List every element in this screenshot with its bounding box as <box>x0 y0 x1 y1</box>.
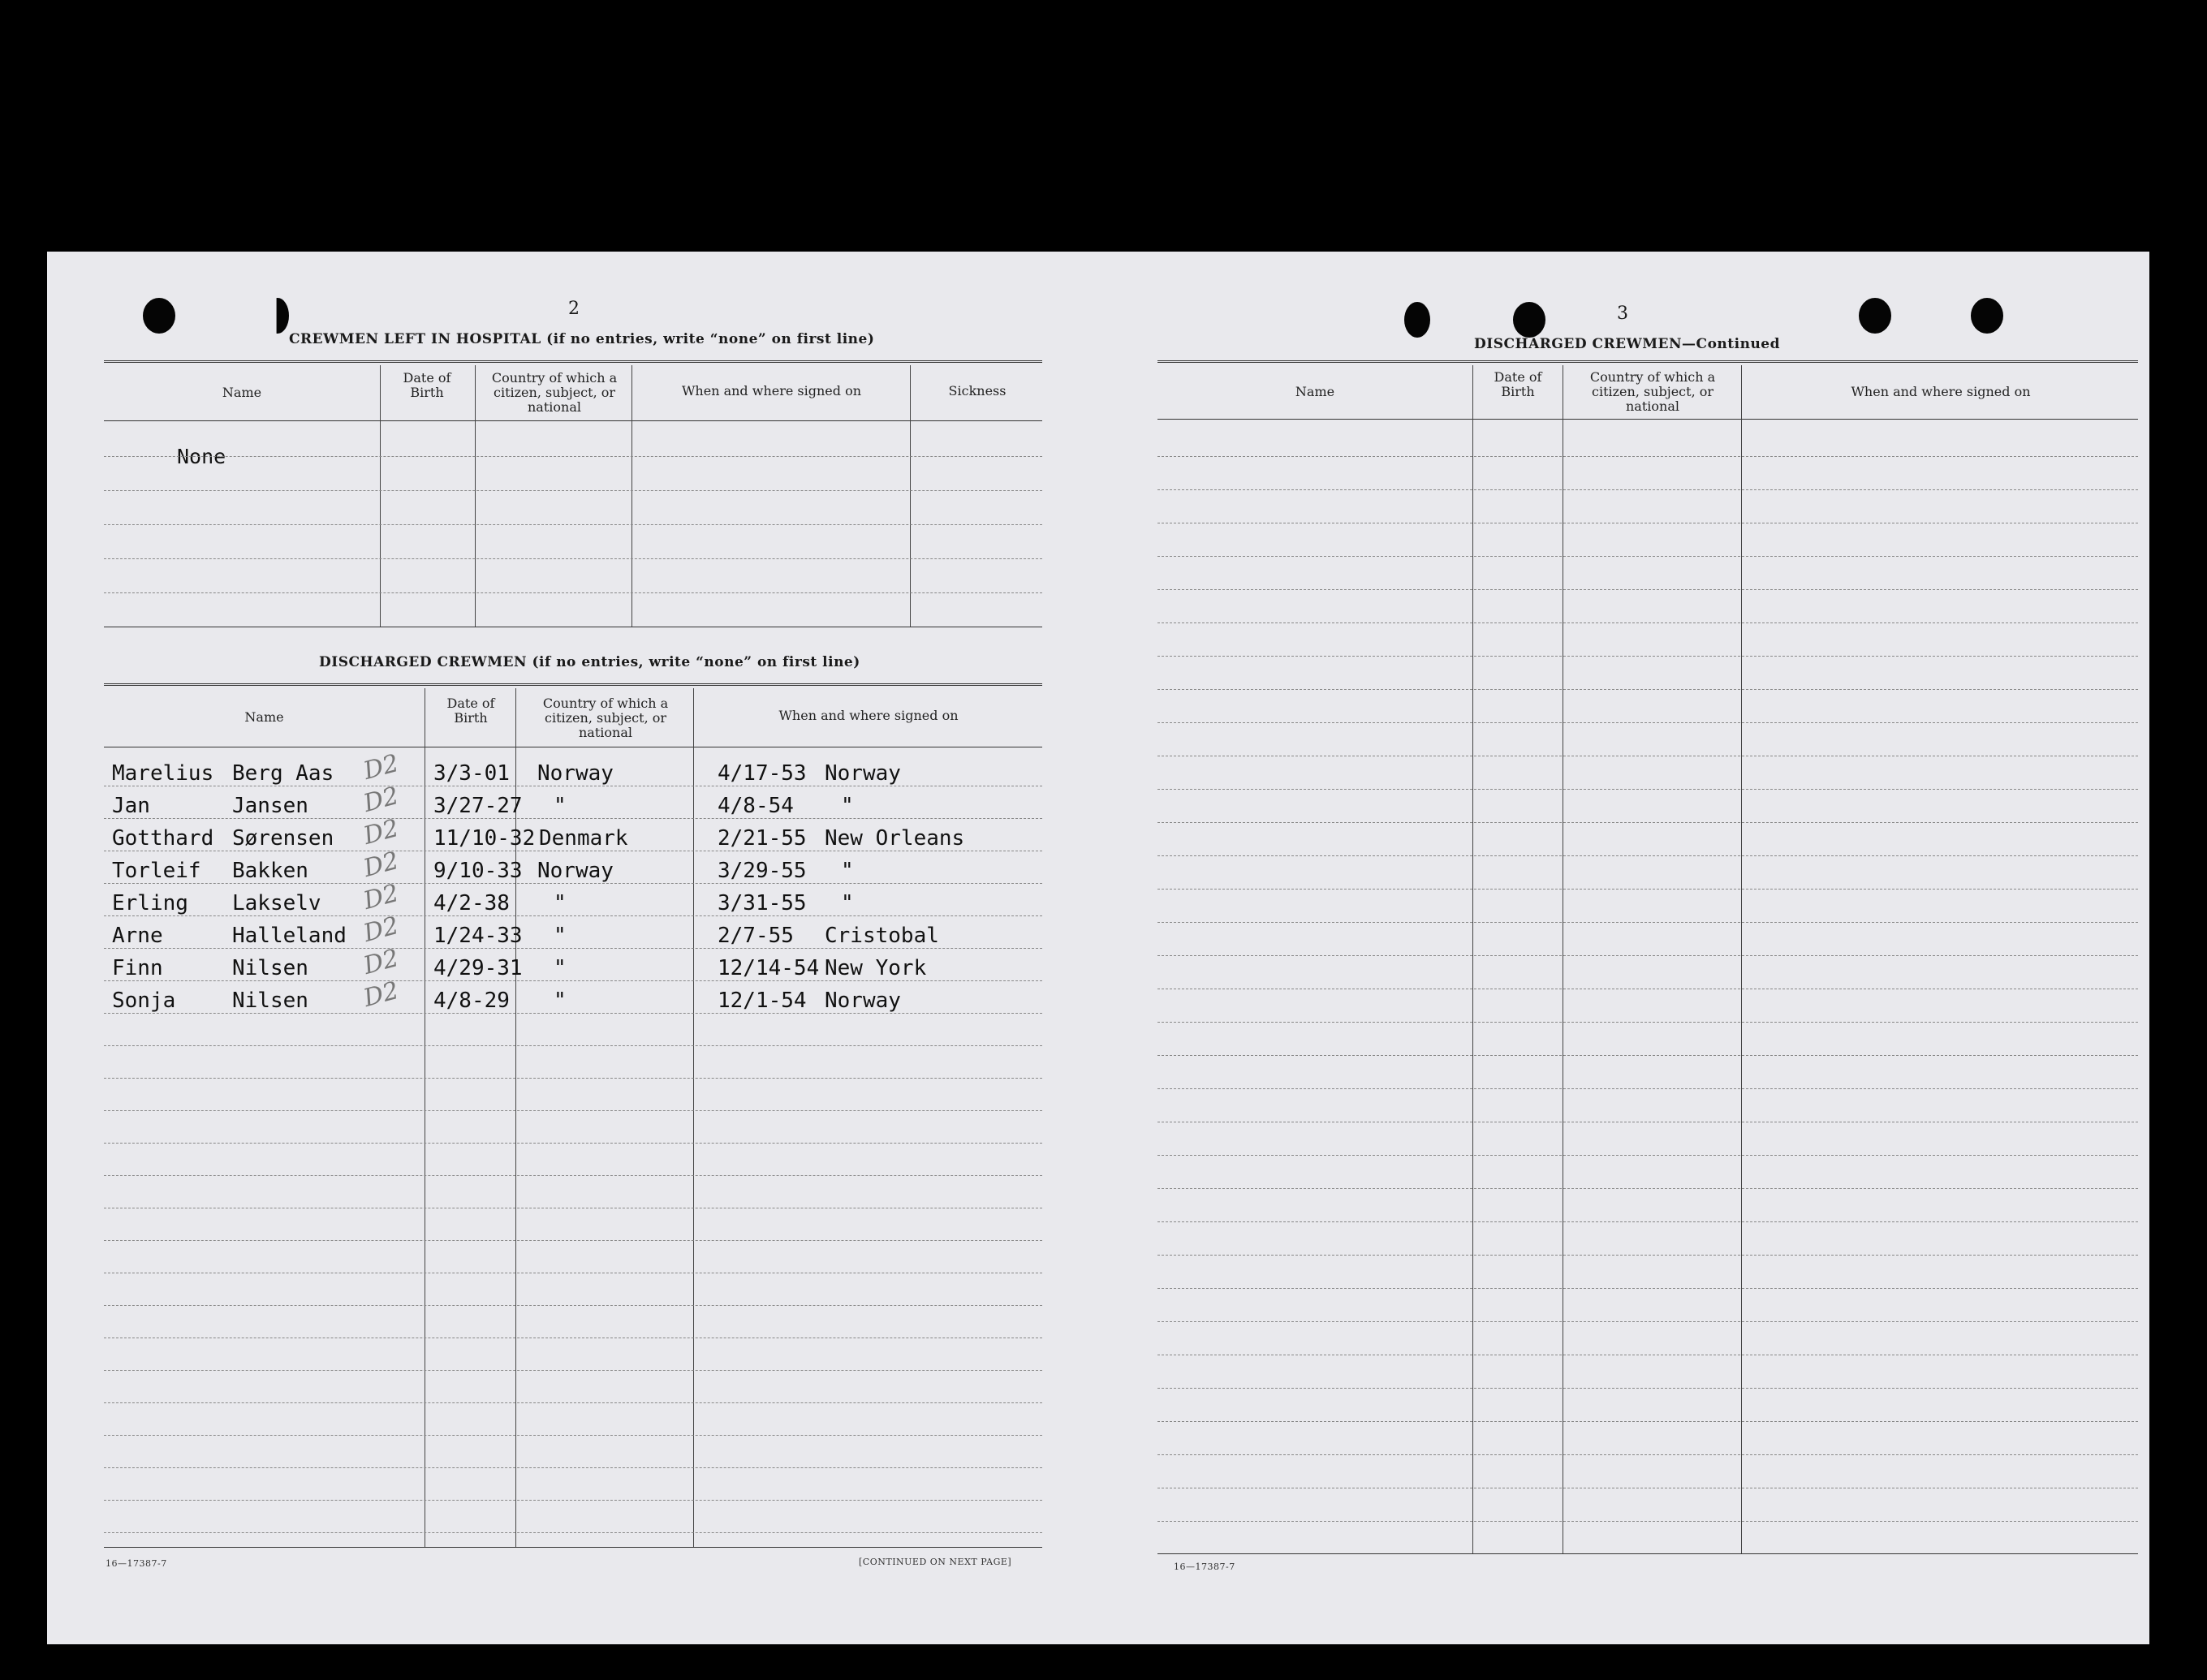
right-header-dob: Date of Birth <box>1494 369 1542 399</box>
hospital-header-name: Name <box>222 385 262 400</box>
cell-signed-date: 4/8-54 <box>718 794 794 818</box>
right-page-number: 3 <box>1617 304 1628 324</box>
cell-signed-place: Norway <box>825 989 901 1013</box>
hospital-header-country: Country of which a citizen, subject, or national <box>491 370 618 415</box>
right-header-signed: When and where signed on <box>1851 384 2031 399</box>
punch-hole-3 <box>1404 302 1430 338</box>
cell-dob: 3/3-01 <box>433 761 510 786</box>
hospital-title-note: (if no entries, write “none” on first line) <box>546 331 875 347</box>
cell-signed-place: " <box>841 794 854 818</box>
punch-hole-4 <box>1513 302 1545 338</box>
handwritten-initials: D2 <box>360 846 402 883</box>
cell-last: Lakselv <box>232 891 321 915</box>
cell-dob: 4/2-38 <box>433 891 510 915</box>
cell-country: Denmark <box>539 826 628 851</box>
cell-signed-date: 4/17-53 <box>718 761 807 786</box>
left-form-number: 16—17387-7 <box>106 1558 167 1569</box>
punch-hole-2 <box>266 298 289 334</box>
cell-last: Bakken <box>232 859 308 883</box>
right-header-country: Country of which a citizen, subject, or national <box>1589 369 1716 414</box>
cell-signed-place: Cristobal <box>825 924 939 948</box>
cell-last: Berg Aas <box>232 761 334 786</box>
cell-dob: 4/29-31 <box>433 956 523 980</box>
handwritten-initials: D2 <box>360 879 402 915</box>
right-header-name: Name <box>1295 384 1335 399</box>
cell-first: Arne <box>112 924 163 948</box>
cell-signed-date: 2/7-55 <box>718 924 794 948</box>
hospital-header-sickness: Sickness <box>948 383 1007 398</box>
cell-dob: 1/24-33 <box>433 924 523 948</box>
cell-signed-date: 3/31-55 <box>718 891 807 915</box>
continued-note: [CONTINUED ON NEXT PAGE] <box>859 1557 1012 1567</box>
cell-first: Jan <box>112 794 150 818</box>
cell-last: Halleland <box>232 924 347 948</box>
punch-hole-1 <box>143 298 175 334</box>
discharged-header-name: Name <box>244 709 284 725</box>
cell-signed-date: 12/14-54 <box>718 956 820 980</box>
cell-dob: 4/8-29 <box>433 989 510 1013</box>
cell-first: Torleif <box>112 859 201 883</box>
hospital-entry-none: None <box>177 445 226 468</box>
handwritten-initials: D2 <box>360 782 402 818</box>
discharged-header-dob: Date of Birth <box>446 696 495 726</box>
cell-signed-date: 3/29-55 <box>718 859 807 883</box>
cell-country: " <box>554 891 567 915</box>
handwritten-initials: D2 <box>360 814 402 851</box>
cell-last: Jansen <box>232 794 308 818</box>
cell-signed-place: Norway <box>825 761 901 786</box>
right-title-suffix: —Continued <box>1682 336 1781 352</box>
hospital-title-text: CREWMEN LEFT IN HOSPITAL <box>289 331 541 347</box>
discharged-header-country: Country of which a citizen, subject, or national <box>542 696 669 740</box>
cell-signed-place: " <box>841 891 854 915</box>
handwritten-initials: D2 <box>360 911 402 948</box>
hospital-section-title <box>289 331 874 347</box>
cell-country: " <box>554 989 567 1013</box>
cell-signed-place: New Orleans <box>825 826 965 851</box>
cell-country: " <box>554 956 567 980</box>
punch-hole-6 <box>1971 298 2003 334</box>
cell-dob: 11/10-32 <box>433 826 536 851</box>
hospital-header-dob: Date of Birth <box>403 370 451 400</box>
cell-signed-date: 12/1-54 <box>718 989 807 1013</box>
handwritten-initials: D2 <box>360 944 402 980</box>
punch-hole-5 <box>1859 298 1891 334</box>
document-sheet <box>47 252 2149 1644</box>
right-title-text: DISCHARGED CREWMEN <box>1474 336 1683 352</box>
cell-country: " <box>554 794 567 818</box>
handwritten-initials: D2 <box>360 976 402 1013</box>
cell-first: Erling <box>112 891 188 915</box>
discharged-header-signed: When and where signed on <box>778 708 959 723</box>
cell-country: Norway <box>537 761 614 786</box>
cell-last: Sørensen <box>232 826 334 851</box>
discharged-section-title <box>319 654 860 670</box>
discharged-title-note: (if no entries, write “none” on first line) <box>532 654 860 670</box>
cell-first: Sonja <box>112 989 176 1013</box>
cell-last: Nilsen <box>232 989 308 1013</box>
cell-first: Gotthard <box>112 826 214 851</box>
discharged-title-text: DISCHARGED CREWMEN <box>319 654 528 670</box>
cell-dob: 9/10-33 <box>433 859 523 883</box>
right-section-title <box>1474 336 1780 352</box>
left-page-number: 2 <box>568 299 580 319</box>
cell-country: Norway <box>537 859 614 883</box>
cell-signed-place: New York <box>825 956 927 980</box>
cell-dob: 3/27-27 <box>433 794 523 818</box>
right-form-number: 16—17387-7 <box>1174 1562 1235 1572</box>
handwritten-initials: D2 <box>360 749 402 786</box>
cell-first: Marelius <box>112 761 214 786</box>
cell-country: " <box>554 924 567 948</box>
cell-signed-place: " <box>841 859 854 883</box>
cell-last: Nilsen <box>232 956 308 980</box>
cell-signed-date: 2/21-55 <box>718 826 807 851</box>
hospital-header-signed: When and where signed on <box>681 383 862 398</box>
cell-first: Finn <box>112 956 163 980</box>
